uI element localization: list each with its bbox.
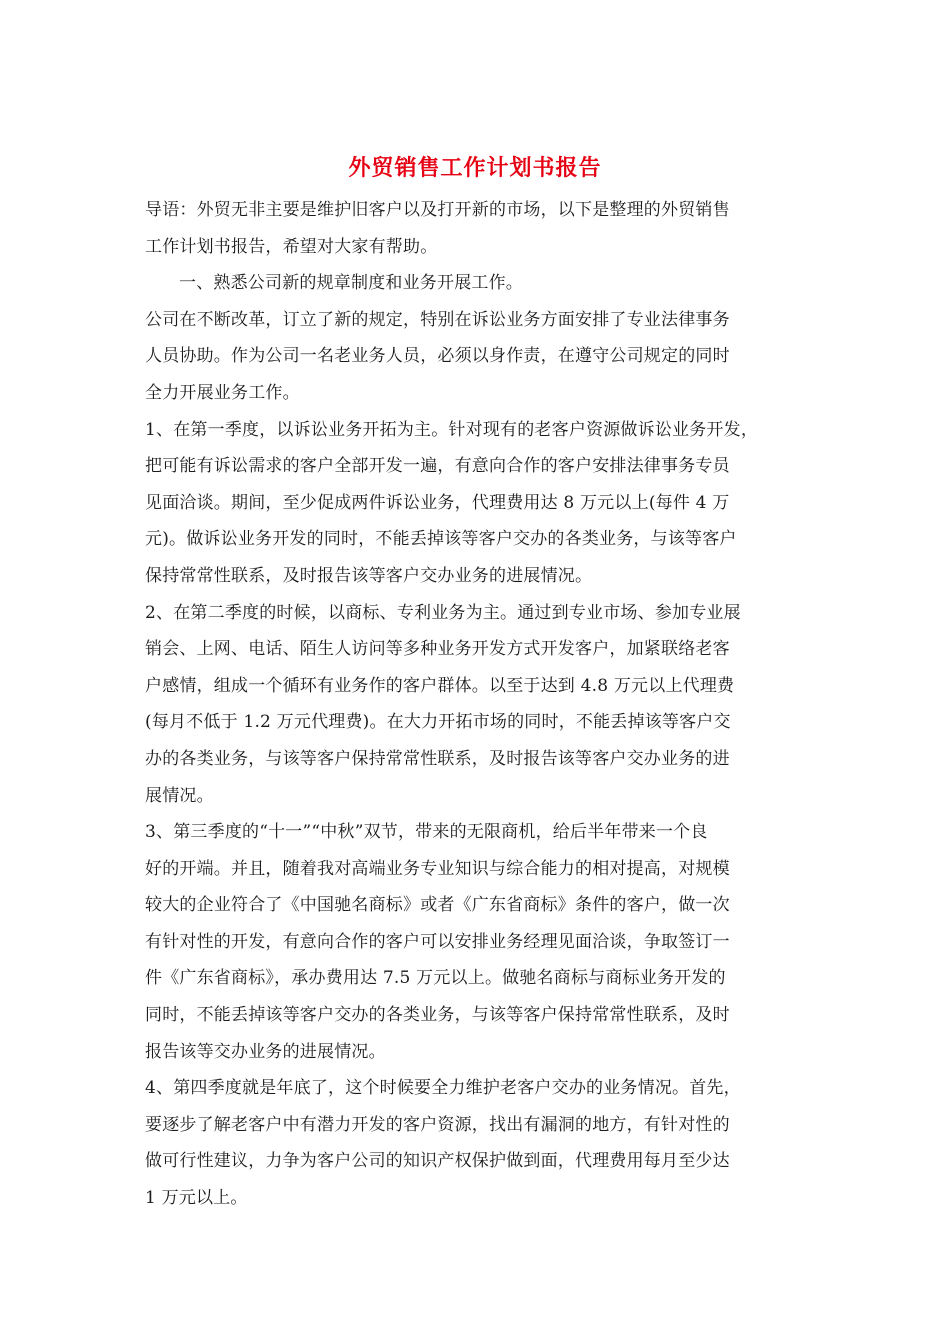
body-line: 报告该等交办业务的进展情况。	[145, 1041, 386, 1062]
document-title: 外贸销售工作计划书报告	[348, 155, 602, 181]
body-line: 3、第三季度的“十一”“中秋”双节，带来的无限商机，给后半年带来一个良	[145, 822, 708, 843]
body-line: 有针对性的开发，有意向合作的客户可以安排业务经理见面洽谈，争取签订一	[145, 931, 730, 952]
body-line: 公司在不断改革，订立了新的规定，特别在诉讼业务方面安排了专业法律事务	[145, 309, 730, 330]
body-line: 人员协助。作为公司一名老业务人员，必须以身作责，在遵守公司规定的同时	[145, 346, 730, 367]
body-line: 办的各类业务，与该等客户保持常常性联系，及时报告该等客户交办业务的进	[145, 748, 730, 769]
body-line: 工作计划书报告，希望对大家有帮助。	[145, 236, 438, 257]
body-line: 导语：外贸无非主要是维护旧客户以及打开新的市场，以下是整理的外贸销售	[145, 200, 730, 220]
document-body	[145, 192, 815, 1217]
body-line: 2、在第二季度的时候，以商标、专利业务为主。通过到专业市场、参加专业展	[145, 602, 741, 623]
body-line: (每月不低于 1.2 万元代理费)。在大力开拓市场的同时，不能丢掉该等客户交	[145, 712, 731, 733]
body-line: 1、在第一季度，以诉讼业务开拓为主。针对现有的老客户资源做诉讼业务开发，	[145, 419, 759, 440]
body-line: 销会、上网、电话、陌生人访问等多种业务开发方式开发客户，加紧联络老客	[145, 639, 730, 660]
body-line: 展情况。	[145, 785, 214, 806]
section-heading: 一、熟悉公司新的规章制度和业务开展工作。	[179, 273, 523, 294]
body-line: 1 万元以上。	[145, 1188, 248, 1209]
body-line: 元)。做诉讼业务开发的同时，不能丢掉该等客户交办的各类业务，与该等客户	[145, 529, 737, 550]
body-line: 好的开端。并且，随着我对高端业务专业知识与综合能力的相对提高，对规模	[145, 858, 730, 879]
body-line: 全力开展业务工作。	[145, 382, 300, 403]
body-line: 件《广东省商标》，承办费用达 7.5 万元以上。做驰名商标与商标业务开发的	[145, 968, 726, 989]
body-line: 做可行性建议，力争为客户公司的知识产权保护做到面，代理费用每月至少达	[145, 1151, 730, 1172]
body-line: 要逐步了解老客户中有潜力开发的客户资源，找出有漏洞的地方，有针对性的	[145, 1114, 730, 1135]
body-line: 户感情，组成一个循环有业务作的客户群体。以至于达到 4.8 万元以上代理费	[145, 675, 735, 696]
body-line: 4、第四季度就是年底了，这个时候要全力维护老客户交办的业务情况。首先，	[145, 1078, 741, 1099]
body-line: 保持常常性联系，及时报告该等客户交办业务的进展情况。	[145, 565, 593, 586]
body-line: 把可能有诉讼需求的客户全部开发一遍，有意向合作的客户安排法律事务专员	[145, 456, 730, 477]
body-line: 较大的企业符合了《中国驰名商标》或者《广东省商标》条件的客户，做一次	[145, 895, 730, 916]
body-line: 同时，不能丢掉该等客户交办的各类业务，与该等客户保持常常性联系，及时	[145, 1005, 730, 1026]
body-line: 见面洽谈。期间，至少促成两件诉讼业务，代理费用达 8 万元以上(每件 4 万	[145, 492, 730, 513]
